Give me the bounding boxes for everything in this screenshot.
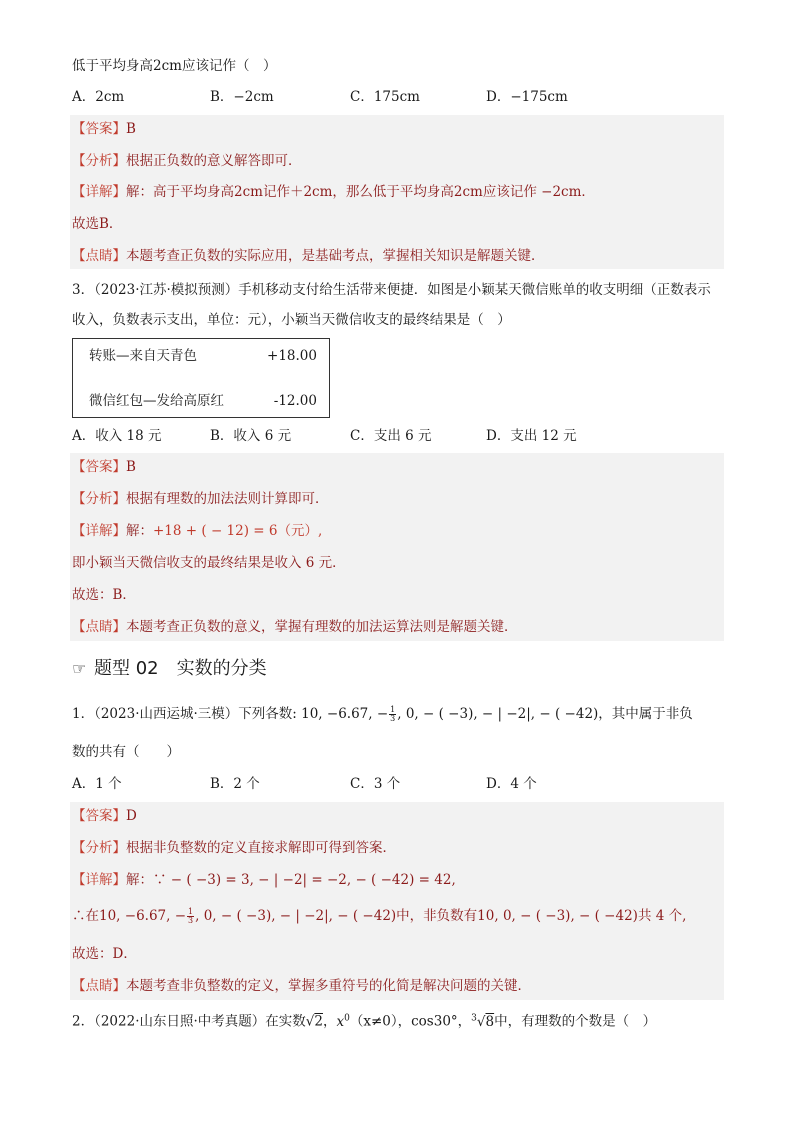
- question-stem: 1．（2023·山西运城·三模）下列各数: 10, −6.67, − $\frac{1}{3}$ , 0, − ( −3), − | −2|, − ( −42)，其中属于非负: [72, 705, 693, 723]
- comment-line: 【点睛】本题考查正负数的实际应用，是基础考点，掌握相关知识是解题关键．: [72, 248, 545, 264]
- conclusion-line: 故选B．: [72, 216, 123, 232]
- fraction: $\frac{1}{3}$: [390, 705, 396, 723]
- bill-amount: -12.00: [273, 393, 317, 409]
- option-c: C．175cm: [350, 89, 420, 105]
- fraction: $\frac{1}{3}$: [188, 907, 194, 925]
- option-d: D．支出 12 元: [486, 428, 577, 444]
- option-c: C．3 个: [350, 776, 401, 792]
- solution-panel: [70, 802, 724, 1000]
- option-a: A．1 个: [72, 776, 122, 792]
- question-stem: 低于平均身高2cm应该记作（ ）: [72, 58, 277, 74]
- question-stem-cont: 收入，负数表示支出，单位：元），小颖当天微信收支的最终结果是（ ）: [72, 312, 511, 328]
- analysis-line: 【分析】根据非负整数的定义直接求解即可得到答案．: [72, 840, 396, 856]
- cbrt-expression: $^3$√8: [471, 1013, 495, 1030]
- conclusion-line: 故选：D．: [72, 946, 137, 962]
- option-a: A．收入 18 元: [72, 428, 162, 444]
- bill-item: 转账—来自天青色: [89, 348, 197, 364]
- section-title: 题型 02 实数的分类: [94, 658, 267, 679]
- power-expression: $x^0$: [336, 1013, 350, 1030]
- bill-row: [89, 346, 317, 366]
- option-b: B．2 个: [210, 776, 260, 792]
- comment-line: 【点睛】本题考查正负数的意义，掌握有理数的加法运算法则是解题关键．: [72, 619, 518, 635]
- bill-amount: +18.00: [267, 348, 317, 364]
- sqrt-expression: √2: [305, 1013, 323, 1030]
- analysis-line: 【分析】根据有理数的加法法则计算即可．: [72, 491, 329, 507]
- option-a: A．2cm: [72, 89, 125, 105]
- comment-line: 【点睛】本题考查非负整数的定义，掌握多重符号的化简是解决问题的关键．: [72, 978, 531, 994]
- option-b: B．收入 6 元: [210, 428, 292, 444]
- option-d: D．4 个: [486, 776, 537, 792]
- detail-line-2: ∴在10, −6.67, − $\frac{1}{3}$ , 0, − ( −3), − | −2|, − ( −42)中，非负数有10, 0, − ( −3), − ( −42)共 4 个,: [72, 907, 687, 925]
- detail-line: 【详解】解：高于平均身高2cm记作＋2cm，那么低于平均身高2cm应该记作 −2cm．: [72, 184, 595, 200]
- detail-line: 【详解】解：∵ − ( −3) = 3, − | −2| = −2, − ( −42) = 42,: [72, 872, 456, 888]
- section-heading: [72, 656, 267, 682]
- bill-row: [89, 391, 317, 411]
- detail-line: 【详解】解：+18 + ( − 12) = 6（元）,: [72, 523, 323, 539]
- bill-box: [72, 338, 330, 418]
- detail-line-2: 即小颖当天微信收支的最终结果是收入 6 元．: [72, 555, 346, 571]
- answer-line: 【答案】B: [72, 121, 136, 137]
- answer-line: 【答案】D: [72, 808, 137, 824]
- answer-line: 【答案】B: [72, 459, 136, 475]
- analysis-line: 【分析】根据正负数的意义解答即可．: [72, 153, 302, 169]
- question-stem: 3．（2023·江苏·模拟预测）手机移动支付给生活带来便捷．如图是小颖某天微信账单的收支明细（正数表示: [72, 282, 711, 298]
- option-b: B．−2cm: [210, 89, 274, 105]
- conclusion-line: 故选：B．: [72, 587, 136, 603]
- option-c: C．支出 6 元: [350, 428, 432, 444]
- pointing-hand-icon: ☞: [72, 659, 87, 678]
- solution-panel: [70, 453, 724, 641]
- question-stem: 2．（2022·山东日照·中考真题）在实数√2，$x^0(x\ne 0)$，cos30°，$^3$√8中，有理数的个数是（ ）: [72, 1013, 657, 1030]
- bill-item: 微信红包—发给高原红: [89, 393, 224, 409]
- option-d: D．−175cm: [486, 89, 568, 105]
- question-stem-cont: 数的共有（ ）: [72, 744, 180, 760]
